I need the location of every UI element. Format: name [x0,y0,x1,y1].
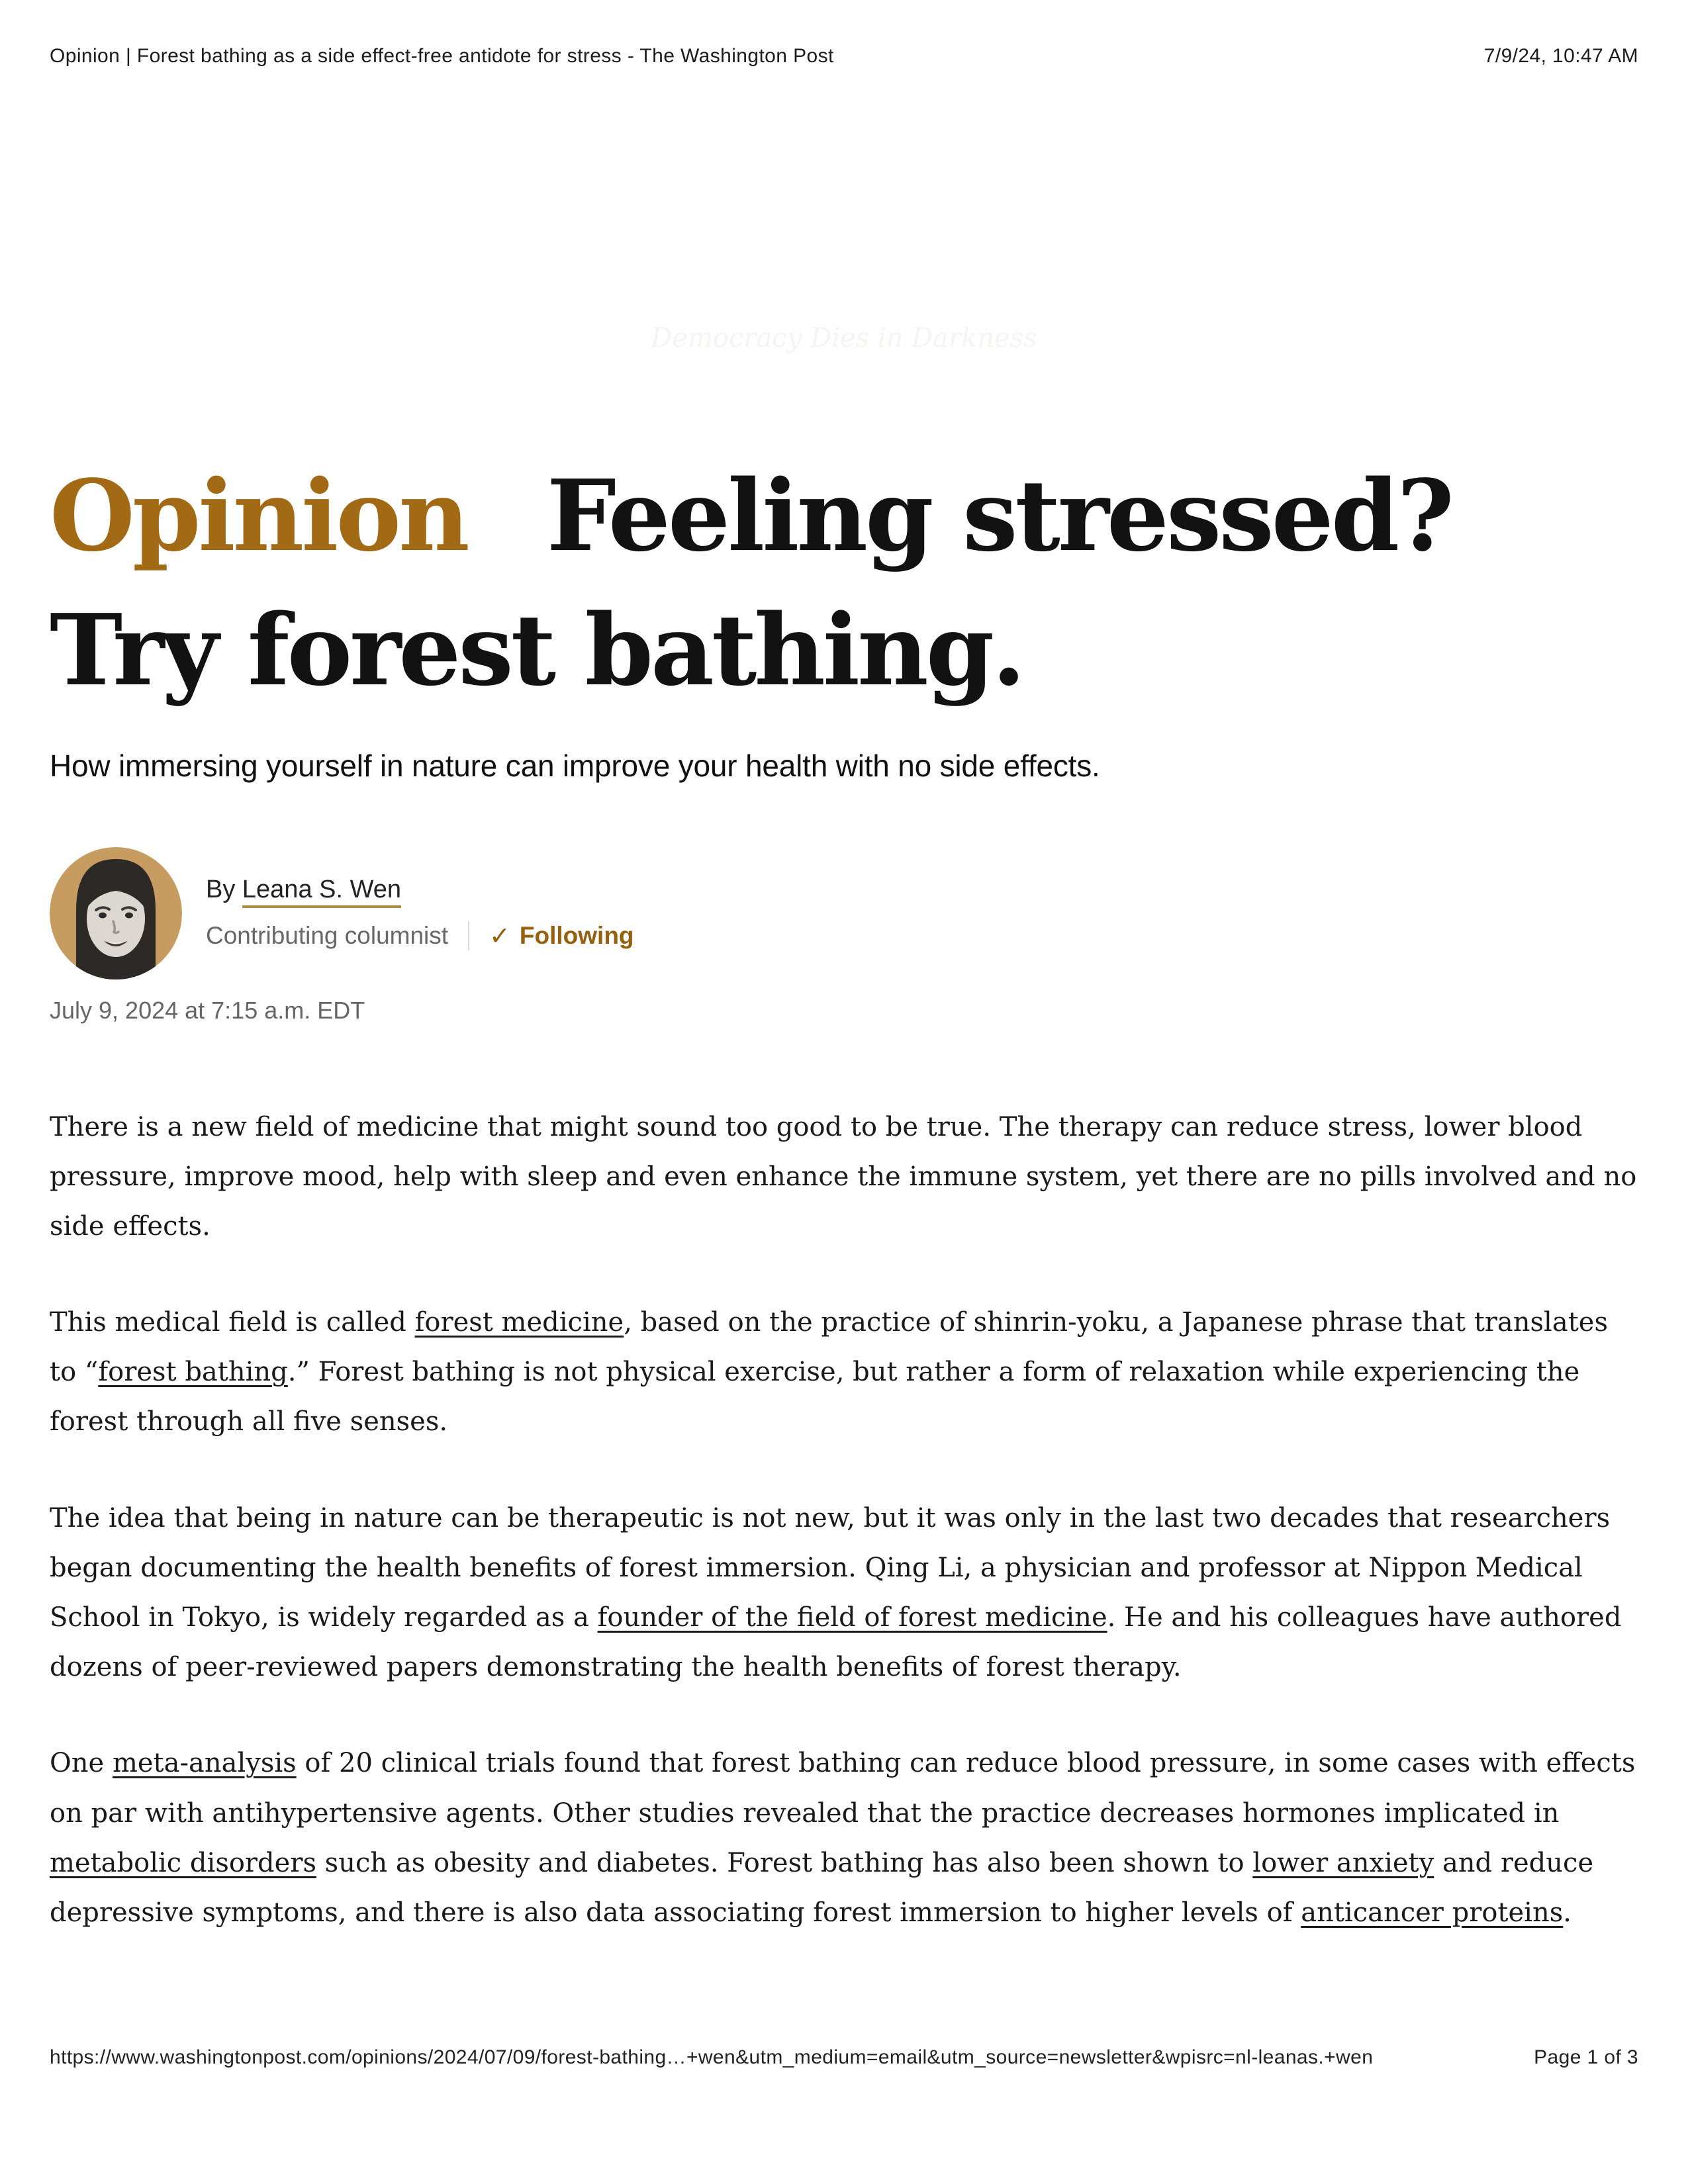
inline-link[interactable]: founder of the field of forest medicine [597,1602,1107,1633]
article-paragraph [50,1739,1638,1938]
inline-link[interactable]: forest bathing [98,1357,288,1388]
headline-text-1: Feeling stressed? [546,458,1452,573]
print-header [50,45,1638,68]
opinion-kicker: Opinion [50,458,467,573]
following-button[interactable] [489,921,633,951]
paragraph-text: . [1563,1897,1571,1928]
article-paragraph [50,1298,1638,1447]
byline-name [206,876,634,904]
paragraph-text: One [50,1748,113,1779]
paragraph-text: such as obesity and diabetes. Forest bathing has also been shown to [316,1847,1253,1878]
by-prefix: By [206,875,242,903]
paragraph-text: The idea that being in nature can be therapeutic is not new, but it was only in the last two decades that researchers began documenting the health benefits of forest immersion. Qing Li, a physician and professor at Nippon Medical School in Tokyo, is widely regarded as a [50,1502,1611,1633]
inline-link[interactable]: metabolic disorders [50,1847,316,1878]
inline-link[interactable]: lower anxiety [1252,1847,1434,1878]
following-label: Following [519,922,634,949]
print-footer-page-indicator: Page 1 of 3 [1534,2046,1638,2068]
byline-row [50,847,1638,979]
paragraph-text: of 20 clinical trials found that forest bathing can reduce blood pressure, in some cases with effects on par with antihypertensive agents. Other studies revealed that the practice decreases hormones implicated in [50,1748,1636,1829]
article-body [50,1103,1638,1938]
article-paragraph [50,1494,1638,1693]
paragraph-text: and reduce depressive symptoms, and there is also data associating forest immersion to higher levels of [50,1847,1594,1928]
inline-link[interactable]: meta-analysis [112,1748,297,1779]
inline-link[interactable]: anticancer proteins [1301,1897,1564,1928]
paragraph-text: .” Forest bathing is not physical exercise, but rather a form of relaxation while experiencing the forest through all five senses. [50,1357,1580,1437]
headline-line-2: Try forest bathing. [50,592,1023,707]
paragraph-text: There is a new field of medicine that might sound too good to be true. The therapy can reduce stress, lower blood pressure, improve mood, help with sleep and even enhance the immune system, yet there are no pills involved and no side effects. [50,1111,1637,1242]
inline-link[interactable]: forest medicine [414,1307,624,1338]
byline-meta [206,921,634,951]
byline-text [206,876,634,951]
print-header-title: Opinion | Forest bathing as a side effect-free antidote for stress - The Washington Post [50,45,834,67]
paragraph-text: . He and his colleagues have authored dozens of peer-reviewed papers demonstrating the health benefits of forest therapy. [50,1602,1622,1683]
article-subhead: How immersing yourself in nature can improve your health with no side effects. [50,748,1100,783]
author-link[interactable]: Leana S. Wen [242,876,401,908]
headline-line-1 [50,449,1638,583]
article [50,449,1638,1984]
author-avatar[interactable] [50,847,182,979]
paragraph-text: , based on the practice of shinrin-yoku, a Japanese phrase that translates to “ [50,1307,1608,1388]
print-header-timestamp: 7/9/24, 10:47 AM [1483,45,1638,67]
article-headline [50,449,1638,717]
publish-date: July 9, 2024 at 7:15 a.m. EDT [50,996,365,1024]
byline-divider [468,921,469,950]
author-portrait-image [50,847,182,979]
check-icon: ✓ [489,922,510,950]
author-role: Contributing columnist [206,922,449,949]
masthead-tagline: Democracy Dies in Darkness [651,323,1037,353]
article-paragraph [50,1103,1638,1252]
print-footer-url: https://www.washingtonpost.com/opinions/2024/07/09/forest-bathing…+wen&utm_medium=email&utm_source=newsletter&wpisrc=nl-leanas.+wen [50,2046,1374,2068]
paragraph-text: This medical field is called [50,1307,415,1338]
print-footer [50,2046,1638,2069]
